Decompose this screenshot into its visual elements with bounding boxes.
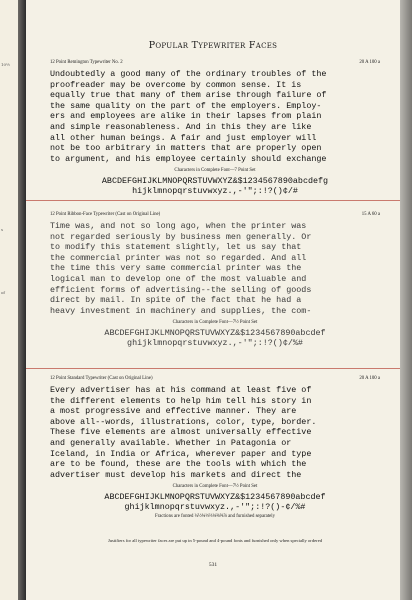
specimen-line: equally true that many of them arise through failure of	[50, 90, 327, 101]
specimen-line: direct by mail. In spite of the fact that he had a	[50, 295, 302, 306]
character-set-caption: Characters in Complete Font—7½ Point Set	[172, 484, 258, 490]
character-set-caption: Characters in Complete Font—7 Point Set	[174, 168, 256, 174]
specimen-line: Undoubtedly a good many of the ordinary troubles of the	[50, 69, 327, 79]
font-count: 20 A 100 a	[359, 60, 380, 65]
specimen-line: to modify this statement slightly, let us say that	[50, 242, 302, 253]
specimen-line: efficient forms of advertising--the selling of goods	[50, 284, 312, 295]
specimen-line: not regarded seriously by business men generally. Or	[50, 231, 312, 242]
specimen-meta	[50, 212, 380, 221]
specimen-line: These five elements are almost universally effective	[50, 427, 312, 438]
specimen-meta	[50, 376, 380, 385]
typeface-label: 12 Point Remington Typewriter No. 2	[50, 60, 123, 65]
specimen-line: above all--words, illustrations, color, type, border.	[50, 416, 317, 427]
specimen-line: heavy investment in machinery and supplies, the com-	[50, 305, 312, 316]
prev-page-mark: 10½	[1, 62, 10, 67]
specimen-line: not be too arbitrary in matters that are properly open	[50, 143, 322, 154]
specimen-line: Iceland, in India or Africa, wherever paper and type	[50, 448, 312, 459]
specimen-line: proofreader may be overcome by common sense. It is	[50, 79, 302, 90]
previous-page-edge	[0, 0, 19, 600]
character-line: ABCDEFGHIJKLMNOPQRSTUVWXYZ&$1234567890abcdefg	[101, 176, 329, 187]
specimen-line: the same quality on the part of the employers. Employ-	[50, 100, 322, 111]
character-line: ghijklmnopqrstuvwxyz.,-'";:!?()-¢/%#	[124, 502, 306, 513]
character-set	[50, 328, 380, 348]
page-number: 531	[208, 562, 218, 568]
book-gutter	[18, 0, 26, 600]
character-set	[50, 176, 380, 196]
font-count: 20 A 100 a	[359, 376, 380, 381]
character-line: hijklmnopqrstuvwxyz.,-'";:!?()¢/#	[132, 186, 298, 197]
typeface-specimen-ribbon-face	[50, 212, 380, 348]
typeface-label: 12 Point Standard Typewriter (Cast on Original Line)	[50, 376, 153, 381]
specimen-meta	[50, 60, 380, 69]
specimen-text	[50, 69, 380, 164]
specimen-line: ers and employees are alike in their lapses from plain	[50, 111, 322, 122]
fractions-note: Fractions are fonted ¼½¾⅓⅔⅛⅜⅝⅞ and furnished separately	[154, 514, 276, 520]
character-set-caption: Characters in Complete Font—7½ Point Set	[172, 320, 258, 326]
specimen-line: the commercial printer was not so regarded. And all	[50, 252, 307, 263]
typeface-label: 12 Point Ribbon-Face Typewriter (Cast on Original Line)	[50, 212, 161, 217]
specimen-line: the time this very same commercial printer was the	[50, 263, 302, 274]
specimen-text	[50, 385, 380, 480]
prev-page-mark: of	[1, 290, 5, 295]
character-line: ghijklmnopqrstuvwxyz.,-'";:!?()¢/%#	[127, 338, 303, 349]
character-set	[50, 492, 380, 512]
specimen-line: to argument, and his employee certainly should exchange	[50, 153, 327, 164]
specimen-line: the different elements to help him tell his story in	[50, 395, 312, 406]
specimen-line: and generally available. Whether in Patagonia or	[50, 437, 292, 448]
specimen-line: Every advertiser has at his command at least five of	[50, 385, 312, 395]
typeface-specimen-standard	[50, 376, 380, 519]
font-count: 15 A 60 a	[361, 212, 380, 217]
specimen-text	[50, 221, 380, 316]
section-divider	[26, 368, 400, 369]
specimen-line: are to be found, these are the tools with which the	[50, 459, 307, 470]
page-title: Popular Typewriter Faces	[148, 40, 278, 51]
justifiers-footnote: Justifiers for all typewriter faces are put up in 5-pound and 4-pound fonts and furnished only when specially ordered	[107, 538, 323, 543]
page-stack-edge	[400, 0, 412, 600]
specimen-line: and simple reasonableness. And in this they are like	[50, 121, 312, 132]
specimen-line: all other human beings. A fair and just employer will	[50, 132, 317, 143]
specimen-line: a most progressive and effective manner. They are	[50, 406, 297, 417]
typeface-specimen-remington	[50, 60, 380, 196]
specimen-line: advertiser must develop his markets and direct the	[50, 469, 302, 480]
book-page	[26, 0, 400, 600]
prev-page-mark: s	[1, 227, 4, 232]
character-line: ABCDEFGHIJKLMNOPQRSTUVWXYZ&$1234567890abcdef	[104, 328, 326, 339]
specimen-line: logical man to develop one of the most valuable and	[50, 273, 307, 284]
character-line: ABCDEFGHIJKLMNOPQRSTUVWXYZ&$1234567890abcdef	[104, 492, 326, 503]
specimen-line: Time was, and not so long ago, when the printer was	[50, 221, 307, 231]
section-divider	[26, 200, 400, 201]
